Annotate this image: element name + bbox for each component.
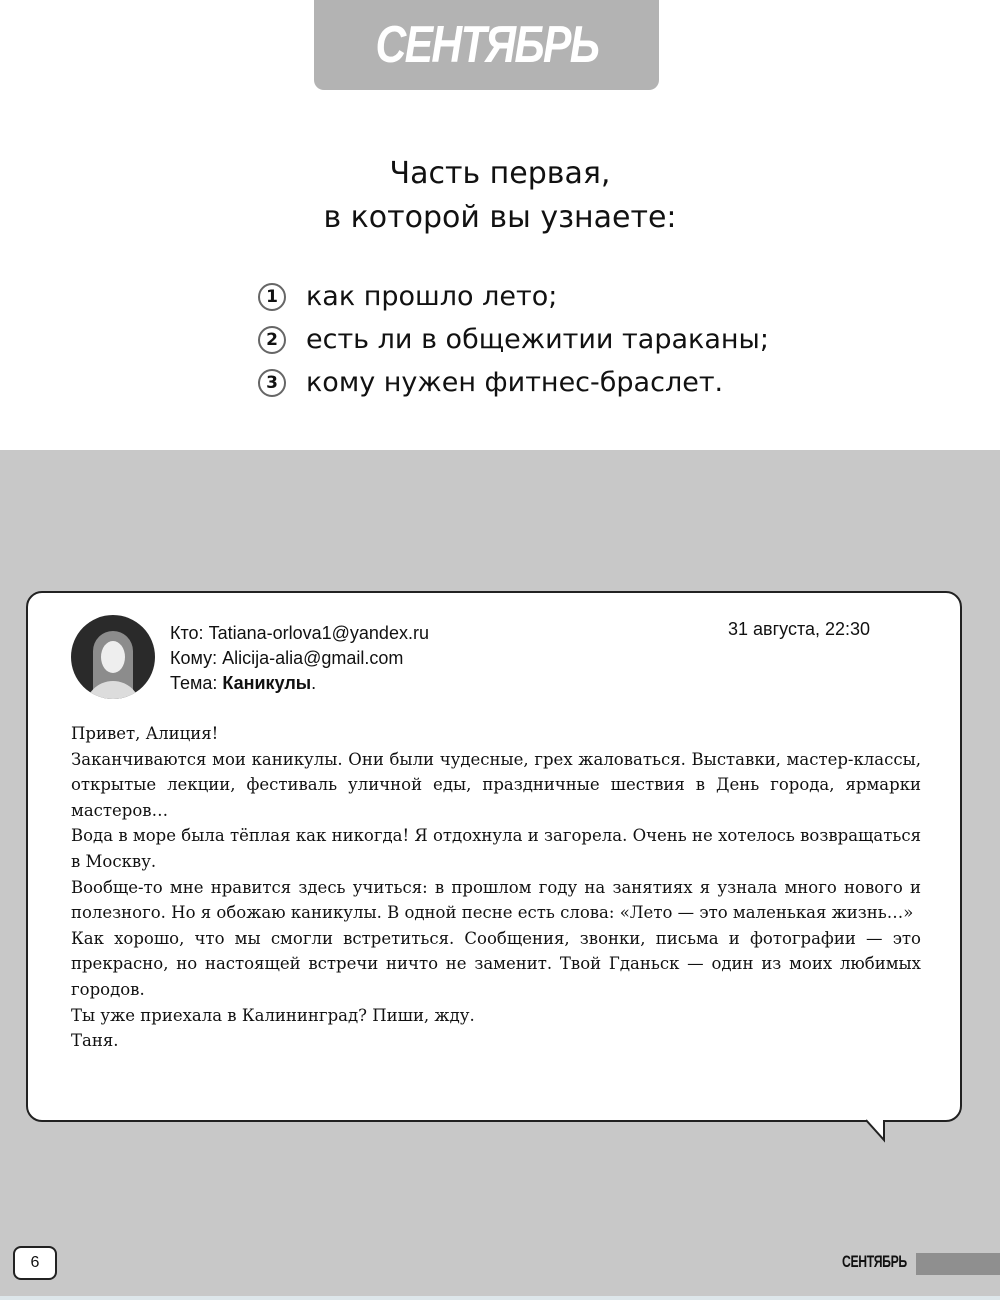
email-paragraph: Вода в море была тёплая как никогда! Я отдохнула и загорела. Очень не хотелось возвращаться в Москву. xyxy=(71,826,921,871)
email-from xyxy=(170,621,429,646)
email-paragraph: Ты уже приехала в Калининград? Пиши, жду. xyxy=(71,1005,475,1025)
email-paragraph: Таня. xyxy=(71,1031,119,1051)
bubble-tail-icon xyxy=(866,1119,890,1143)
to-label: Кому: xyxy=(170,648,218,668)
email-paragraph: Как хорошо, что мы смогли встретиться. Сообщения, звонки, письма и фотографии — это прекрасно, но настоящей встречи ничто не заменит. Твой Гданьск — один из моих любимых городов. xyxy=(71,928,921,999)
email-speech-bubble xyxy=(26,591,962,1122)
intro-title-line-2: в которой вы узнаете: xyxy=(323,200,677,235)
page-number: 6 xyxy=(13,1246,57,1280)
number-circle-icon: 3 xyxy=(258,369,286,397)
topic-item xyxy=(258,361,769,404)
topic-text: кому нужен фитнес-браслет. xyxy=(306,367,724,398)
user-photo-avatar-icon xyxy=(71,615,155,699)
month-title: СЕНТЯБРЬ xyxy=(375,16,598,74)
email-paragraph: Заканчиваются мои каникулы. Они были чудесные, грех жаловаться. Выставки, мастер-классы, открытые лекции, фестиваль уличной еды, праздничные шествия в День города, ярмарки мастеров… xyxy=(71,749,921,820)
number-circle-icon: 2 xyxy=(258,326,286,354)
topics-list xyxy=(258,275,769,404)
from-address: Tatiana-orlova1@yandex.ru xyxy=(208,623,429,643)
topic-item xyxy=(258,275,769,318)
to-address: Alicija-alia@gmail.com xyxy=(222,648,404,668)
subject-label: Тема: xyxy=(170,673,218,693)
page-bottom-edge xyxy=(0,1296,1000,1300)
subject-suffix: . xyxy=(311,673,317,693)
email-header xyxy=(170,621,429,696)
footer-section-bar xyxy=(916,1253,1000,1275)
subject-text: Каникулы xyxy=(222,673,312,693)
topic-text: как прошло лето; xyxy=(306,281,558,312)
number-circle-icon: 1 xyxy=(258,283,286,311)
topic-item xyxy=(258,318,769,361)
intro-title-line-1: Часть первая, xyxy=(389,156,611,191)
email-to xyxy=(170,646,429,671)
topic-text: есть ли в общежитии тараканы; xyxy=(306,324,769,355)
email-paragraph: Вообще-то мне нравится здесь учиться: в прошлом году на занятиях я узнала много нового и полезного. Но я обожаю каникулы. В одной песне есть слова: «Лето — это маленькая жизнь…» xyxy=(71,877,921,923)
footer-section-label: СЕНТЯБРЬ xyxy=(842,1252,907,1271)
month-header-tab xyxy=(314,0,659,90)
part-intro-title xyxy=(0,152,1000,240)
email-paragraph: Привет, Алиция! xyxy=(71,724,219,743)
from-label: Кто: xyxy=(170,623,204,643)
email-subject xyxy=(170,671,429,696)
email-date: 31 августа, 22:30 xyxy=(728,619,871,639)
email-body xyxy=(71,721,921,1054)
